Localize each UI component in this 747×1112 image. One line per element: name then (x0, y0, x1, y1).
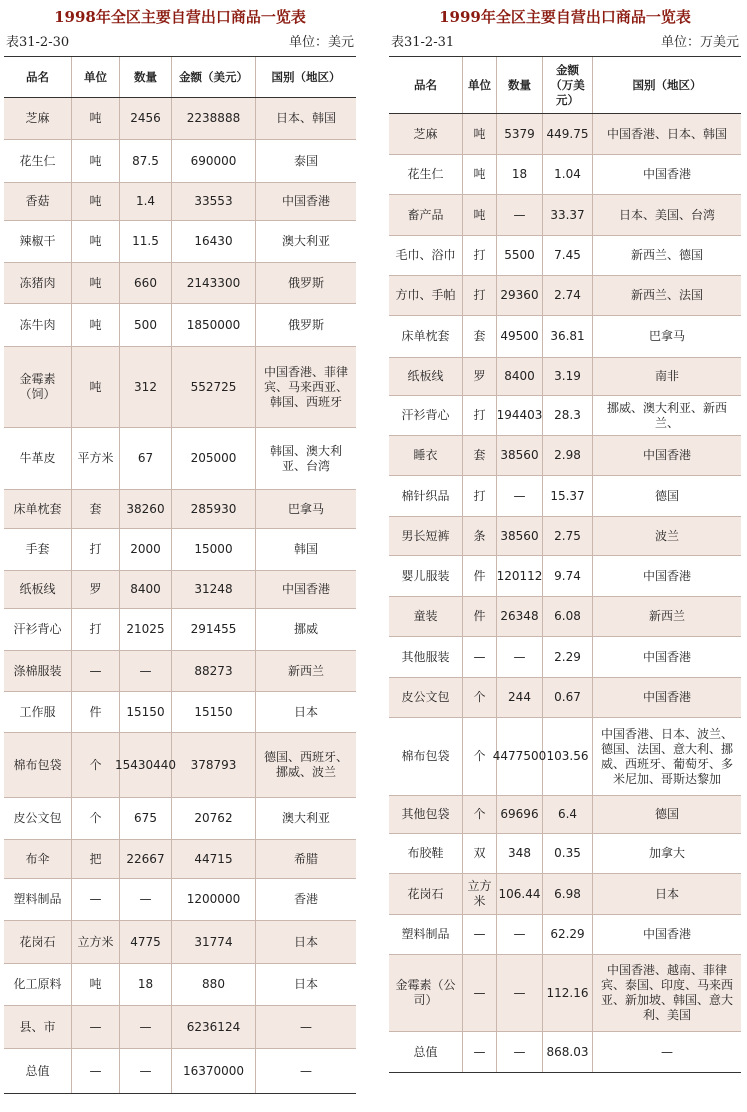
table-cell: 个 (463, 718, 497, 795)
table-cell: 3.19 (543, 358, 593, 395)
table-row (4, 428, 356, 490)
table-cell: 韩国 (293, 542, 318, 556)
table-cell: 中国香港 (642, 167, 691, 181)
table-cell: 条 (463, 517, 497, 555)
column-header: 品名 (4, 57, 72, 97)
table-cell: 2000 (120, 529, 172, 570)
table-cell: 牛革皮 (4, 428, 72, 489)
table-cell: 香港 (293, 892, 318, 906)
table-cell: 中国香港、菲律宾、马来西亚、韩国、西班牙 (263, 364, 348, 409)
table-cell: 套 (463, 436, 497, 475)
table-cell: 62.29 (543, 915, 593, 954)
table-cell: 2238888 (172, 98, 256, 139)
table-cell: — (497, 1032, 543, 1072)
table-cell: 880 (172, 964, 256, 1005)
table-cell: 吨 (72, 98, 120, 139)
table-header-row (389, 57, 741, 114)
column-header: 单位 (72, 57, 120, 97)
table-cell: 花生仁 (4, 140, 72, 182)
table-cell: 手套 (4, 529, 72, 570)
table-cell: 6.4 (543, 796, 593, 833)
table-cell: 方巾、手帕 (389, 276, 463, 315)
table-number: 表31-2-30 (6, 35, 70, 50)
table-cell: 新西兰 (287, 663, 324, 678)
table-cell: — (120, 879, 172, 920)
table-panel-1999 (389, 0, 741, 1073)
table-cell: 中国香港、越南、菲律宾、泰国、印度、马来西亚、新加坡、韩国、意大利、美国 (600, 963, 733, 1022)
table-row (389, 517, 741, 556)
table-cell: 20762 (172, 798, 256, 839)
table-cell: 69696 (497, 796, 543, 833)
table-cell: 675 (120, 798, 172, 839)
table-cell: 中国香港 (281, 194, 330, 208)
table-cell: 巴拿马 (287, 501, 324, 516)
table-cell: 6236124 (172, 1006, 256, 1048)
table-cell: 吨 (463, 155, 497, 194)
table-cell: 15.37 (543, 476, 593, 516)
table-cell: 7.45 (543, 236, 593, 275)
table-row (4, 183, 356, 221)
table-cell: 18 (497, 155, 543, 194)
table-row (4, 221, 356, 263)
table-cell: 16430 (172, 221, 256, 262)
table-cell: 个 (72, 798, 120, 839)
table-cell: 男长短裤 (389, 517, 463, 555)
table-cell: 塑料制品 (389, 915, 463, 954)
table-cell: 15150 (172, 692, 256, 732)
table-cell: 把 (72, 840, 120, 878)
table-row (4, 964, 356, 1006)
table-cell: 2.74 (543, 276, 593, 315)
table-row (4, 263, 356, 304)
table-row (389, 155, 741, 195)
table-cell: 312 (120, 347, 172, 427)
table-cell: 双 (463, 834, 497, 873)
table-cell: 49500 (497, 316, 543, 357)
table-cell: 9.74 (543, 556, 593, 596)
table-cell: 21025 (120, 609, 172, 650)
table-cell: 吨 (72, 221, 120, 262)
table-cell: 香菇 (4, 183, 72, 220)
table-cell: 个 (72, 733, 120, 797)
table-cell: 打 (72, 529, 120, 570)
table-cell: 244 (497, 678, 543, 717)
table-cell: 新西兰、德国 (630, 248, 703, 262)
table-cell: 2456 (120, 98, 172, 139)
table-cell: 28.3 (543, 396, 593, 435)
table-cell: 1850000 (172, 304, 256, 346)
table-cell: 新西兰 (648, 609, 685, 623)
table-row (4, 609, 356, 651)
table-cell: 16370000 (172, 1049, 256, 1093)
table-cell: 8400 (497, 358, 543, 395)
table-cell: 涤棉服装 (4, 651, 72, 691)
table-cell: 布伞 (4, 840, 72, 878)
table-cell: 2143300 (172, 263, 256, 303)
table-cell: 罗 (72, 571, 120, 608)
column-header: 单位 (463, 57, 497, 113)
table-cell: 套 (72, 490, 120, 528)
table-cell: 睡衣 (389, 436, 463, 475)
table-row (4, 490, 356, 529)
table-cell: 449.75 (543, 114, 593, 154)
table-cell: 个 (463, 678, 497, 717)
table-cell: 县、市 (4, 1006, 72, 1048)
table-row (389, 955, 741, 1032)
table-cell: 布胶鞋 (389, 834, 463, 873)
table-row (389, 1032, 741, 1072)
table-cell: 15000 (172, 529, 256, 570)
table-cell: 15150 (120, 692, 172, 732)
table-cell: — (463, 637, 497, 677)
table-cell: 660 (120, 263, 172, 303)
table-cell: — (72, 1006, 120, 1048)
table-cell: 花生仁 (389, 155, 463, 194)
table-cell: 其他包袋 (389, 796, 463, 833)
table-cell: 2.75 (543, 517, 593, 555)
table-cell: 吨 (72, 263, 120, 303)
table-cell: 打 (463, 236, 497, 275)
table-cell: 辣椒干 (4, 221, 72, 262)
table-cell: 纸板线 (389, 358, 463, 395)
table-row (4, 1049, 356, 1093)
table-cell: 吨 (72, 304, 120, 346)
table-cell: 化工原料 (4, 964, 72, 1005)
table-cell: 2.29 (543, 637, 593, 677)
table-cell: 德国 (654, 488, 679, 503)
table-cell: 2.98 (543, 436, 593, 475)
table-cell: — (463, 915, 497, 954)
table-cell: 金霉素（公司） (389, 955, 463, 1031)
table-cell: 868.03 (543, 1032, 593, 1072)
table-cell: 日本 (293, 977, 318, 991)
table-cell: — (497, 476, 543, 516)
table-cell: 378793 (172, 733, 256, 797)
table-cell: 5500 (497, 236, 543, 275)
table-cell: 毛巾、浴巾 (389, 236, 463, 275)
column-header: 国别（地区） (632, 77, 702, 92)
table-cell: — (661, 1044, 673, 1059)
table-cell: 塑料制品 (4, 879, 72, 920)
table-cell: 中国香港、日本、韩国 (606, 126, 727, 141)
table-cell: 加拿大 (648, 846, 685, 860)
column-header: 金额（美元） (172, 57, 256, 97)
table-cell: 汗衫背心 (4, 609, 72, 650)
table-cell: — (300, 1019, 312, 1034)
table-cell: 67 (120, 428, 172, 489)
table-cell: 南非 (654, 369, 679, 383)
table-cell: 平方米 (72, 428, 120, 489)
table-cell: 希腊 (293, 851, 318, 866)
table-cell: 552725 (172, 347, 256, 427)
table-cell: 中国香港 (642, 448, 691, 462)
table-cell: 皮公文包 (4, 798, 72, 839)
table-cell: 俄罗斯 (287, 275, 324, 290)
table-cell: 总值 (4, 1049, 72, 1093)
table-row (389, 678, 741, 718)
table-unit: 单位：万美元 (660, 35, 739, 50)
table-cell: 套 (463, 316, 497, 357)
table-cell: 22667 (120, 840, 172, 878)
table-cell: 新西兰、法国 (630, 288, 703, 302)
table-row (389, 874, 741, 915)
table-cell: 中国香港、日本、波兰、德国、法国、意大利、挪威、西班牙、葡萄牙、多米尼加、哥斯达黎加 (600, 726, 733, 786)
table-cell: 31774 (172, 921, 256, 963)
table-row (389, 114, 741, 155)
data-table (4, 56, 356, 1094)
table-cell: 打 (72, 609, 120, 650)
table-cell: 29360 (497, 276, 543, 315)
column-header: 金额（万美元） (543, 57, 593, 113)
table-cell: 吨 (72, 347, 120, 427)
table-title: 1999年全区主要自营出口商品一览表 (439, 8, 691, 26)
table-cell: 36.81 (543, 316, 593, 357)
table-cell: 巴拿马 (648, 329, 685, 343)
table-cell: 6.08 (543, 597, 593, 636)
column-header: 数量 (497, 57, 543, 113)
table-cell: 吨 (463, 114, 497, 154)
table-cell: 112.16 (543, 955, 593, 1031)
table-cell: 吨 (463, 195, 497, 235)
table-cell: 德国 (654, 807, 679, 821)
table-row (4, 840, 356, 879)
table-cell: — (300, 1063, 312, 1078)
table-row (389, 195, 741, 236)
table-cell: 日本 (654, 886, 679, 901)
table-cell: 日本 (293, 704, 318, 719)
table-row (389, 276, 741, 316)
column-header: 数量 (120, 57, 172, 97)
table-cell: 33.37 (543, 195, 593, 235)
table-row (4, 651, 356, 692)
table-cell: 花岗石 (389, 874, 463, 914)
table-cell: 畜产品 (389, 195, 463, 235)
table-cell: 690000 (172, 140, 256, 182)
table-cell: 日本 (293, 934, 318, 949)
table-cell: 103.56 (543, 718, 593, 795)
table-cell: 285930 (172, 490, 256, 528)
table-cell: 日本、美国、台湾 (618, 207, 715, 222)
table-cell: 挪威 (293, 622, 318, 636)
table-cell: 中国香港 (281, 582, 330, 596)
table-cell: 日本、韩国 (275, 111, 336, 125)
table-row (4, 879, 356, 921)
column-header: 国别（地区） (271, 69, 341, 84)
table-cell: 冻猪肉 (4, 263, 72, 303)
table-cell: 120112 (497, 556, 543, 596)
table-number: 表31-2-31 (391, 35, 455, 50)
table-cell: 18 (120, 964, 172, 1005)
table-cell: 4477500 (497, 718, 543, 795)
table-row (4, 304, 356, 347)
table-cell: 5379 (497, 114, 543, 154)
table-cell: 挪威、澳大利亚、新西兰、 (606, 400, 727, 430)
table-meta (4, 34, 356, 56)
table-row (389, 834, 741, 874)
table-row (389, 396, 741, 436)
table-cell: — (463, 1032, 497, 1072)
table-row (389, 436, 741, 476)
table-cell: 0.67 (543, 678, 593, 717)
table-cell: — (497, 637, 543, 677)
table-cell: 87.5 (120, 140, 172, 182)
table-cell: 吨 (72, 140, 120, 182)
table-panel-1998 (4, 0, 356, 1094)
table-cell: 8400 (120, 571, 172, 608)
table-cell: 件 (463, 556, 497, 596)
table-cell: 15430440 (120, 733, 172, 797)
table-cell: 44715 (172, 840, 256, 878)
table-cell: 中国香港 (642, 568, 691, 583)
table-row (4, 1006, 356, 1049)
table-row (389, 556, 741, 597)
table-cell: 205000 (172, 428, 256, 489)
table-cell: 纸板线 (4, 571, 72, 608)
table-unit: 单位：美元 (288, 35, 354, 50)
table-cell: — (72, 879, 120, 920)
table-cell: 33553 (172, 183, 256, 220)
table-cell: 俄罗斯 (287, 317, 324, 332)
table-cell: 婴儿服装 (389, 556, 463, 596)
table-row (389, 718, 741, 796)
table-cell: 500 (120, 304, 172, 346)
table-cell: 澳大利亚 (281, 811, 330, 825)
table-cell: 其他服装 (389, 637, 463, 677)
table-cell: 床单枕套 (4, 490, 72, 528)
table-row (4, 692, 356, 733)
table-cell: 348 (497, 834, 543, 873)
table-row (4, 921, 356, 964)
table-cell: 个 (463, 796, 497, 833)
table-header-row (4, 57, 356, 98)
table-row (4, 140, 356, 183)
table-cell: 件 (72, 692, 120, 732)
table-cell: 韩国、澳大利亚、台湾 (269, 443, 342, 473)
table-cell: 吨 (72, 183, 120, 220)
table-cell: 泰国 (293, 153, 318, 168)
table-cell: — (120, 1049, 172, 1093)
table-cell: — (72, 651, 120, 691)
table-cell: 冻牛肉 (4, 304, 72, 346)
table-cell: 童装 (389, 597, 463, 636)
table-cell: 38560 (497, 517, 543, 555)
table-cell: 工作服 (4, 692, 72, 732)
table-row (389, 597, 741, 637)
table-cell: 38560 (497, 436, 543, 475)
table-cell: 中国香港 (642, 690, 691, 704)
table-cell: 打 (463, 396, 497, 435)
column-header: 品名 (389, 57, 463, 113)
table-cell: 38260 (120, 490, 172, 528)
table-cell: — (120, 1006, 172, 1048)
table-row (4, 347, 356, 428)
table-row (389, 476, 741, 517)
table-cell: 花岗石 (4, 921, 72, 963)
table-cell: 6.98 (543, 874, 593, 914)
table-cell: — (72, 1049, 120, 1093)
table-cell: 106.44 (497, 874, 543, 914)
table-cell: 床单枕套 (389, 316, 463, 357)
table-cell: 打 (463, 476, 497, 516)
data-table (389, 56, 741, 1073)
table-cell: 汗衫背心 (389, 396, 463, 435)
table-cell: 1200000 (172, 879, 256, 920)
table-meta (389, 34, 741, 56)
table-cell: 立方米 (463, 874, 497, 914)
table-cell: 皮公文包 (389, 678, 463, 717)
table-row (389, 316, 741, 358)
table-cell: 金霉素（饲） (4, 347, 72, 427)
table-cell: 打 (463, 276, 497, 315)
table-row (389, 358, 741, 396)
table-cell: — (497, 955, 543, 1031)
table-cell: 吨 (72, 964, 120, 1005)
table-cell: — (497, 195, 543, 235)
table-cell: — (120, 651, 172, 691)
table-cell: 罗 (463, 358, 497, 395)
table-row (389, 236, 741, 276)
table-row (4, 798, 356, 840)
table-cell: 11.5 (120, 221, 172, 262)
table-cell: 棉针织品 (389, 476, 463, 516)
table-cell: 棉布包袋 (4, 733, 72, 797)
table-cell: 立方米 (72, 921, 120, 963)
table-cell: 0.35 (543, 834, 593, 873)
table-cell: 芝麻 (389, 114, 463, 154)
table-cell: 1.04 (543, 155, 593, 194)
table-row (4, 98, 356, 140)
table-cell: 291455 (172, 609, 256, 650)
table-cell: 194403 (497, 396, 543, 435)
table-row (4, 733, 356, 798)
table-cell: 总值 (389, 1032, 463, 1072)
table-cell: 中国香港 (642, 649, 691, 664)
table-cell: 德国、西班牙、挪威、波兰 (263, 750, 348, 779)
table-cell: 1.4 (120, 183, 172, 220)
table-cell: 中国香港 (642, 927, 691, 941)
table-row (389, 637, 741, 678)
table-cell: 4775 (120, 921, 172, 963)
table-cell: 棉布包袋 (389, 718, 463, 795)
table-cell: 芝麻 (4, 98, 72, 139)
table-row (389, 915, 741, 955)
table-cell: 波兰 (654, 528, 679, 543)
table-cell: 件 (463, 597, 497, 636)
table-row (389, 796, 741, 834)
table-cell: 88273 (172, 651, 256, 691)
table-row (4, 571, 356, 609)
table-title: 1998年全区主要自营出口商品一览表 (54, 8, 306, 26)
table-cell: 31248 (172, 571, 256, 608)
table-cell: — (497, 915, 543, 954)
table-cell: 26348 (497, 597, 543, 636)
table-cell: — (463, 955, 497, 1031)
table-cell: 澳大利亚 (281, 234, 330, 248)
table-row (4, 529, 356, 571)
